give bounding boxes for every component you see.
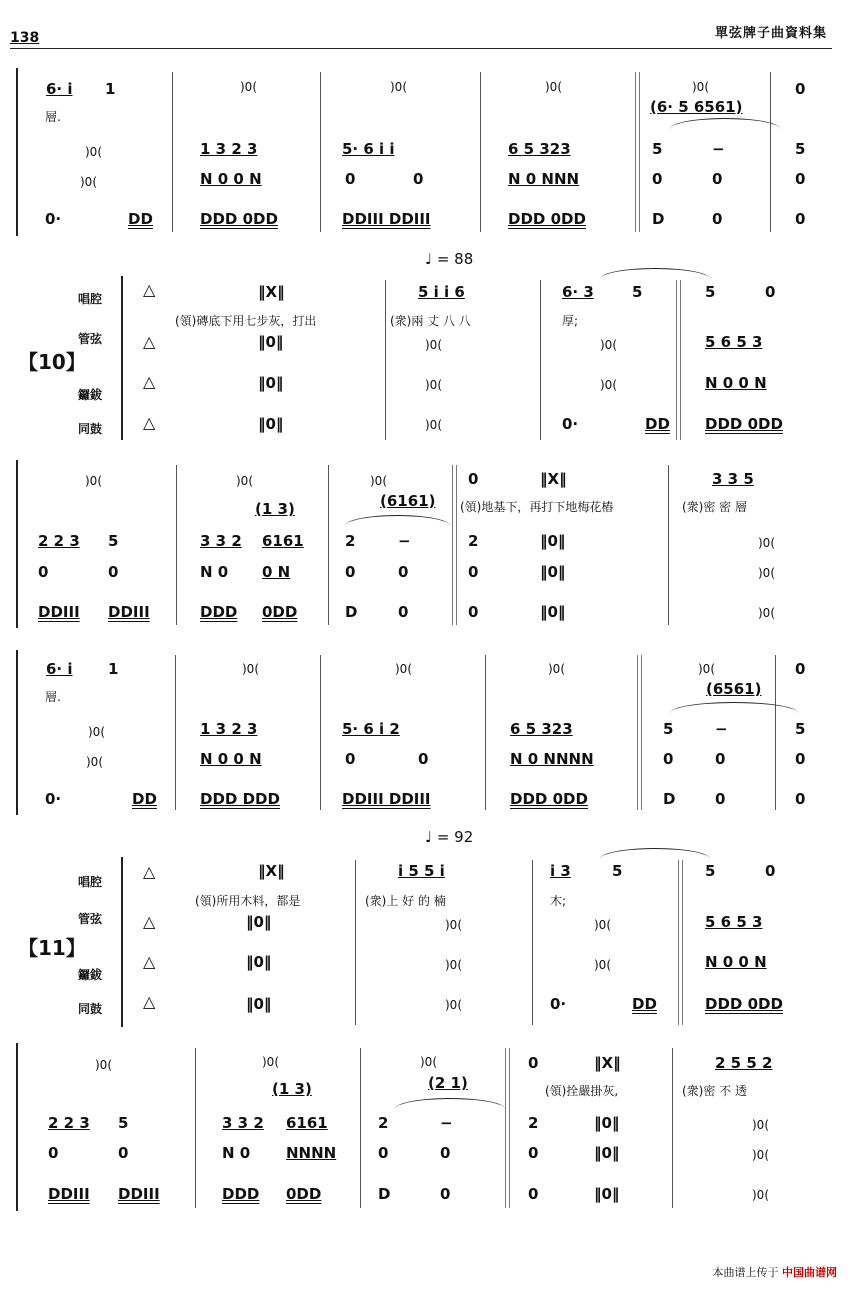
barline (355, 860, 356, 1025)
double-barline (676, 280, 681, 440)
rest-mark: )0( (752, 1148, 769, 1162)
double-barline (505, 1048, 510, 1208)
note: 0 (795, 170, 806, 188)
note: DDD 0DD (705, 995, 783, 1013)
note: 0 (378, 1144, 389, 1162)
system-bracket (16, 68, 18, 236)
note: 0 (108, 563, 119, 581)
barline (328, 465, 329, 625)
barline (480, 72, 481, 232)
lyric: (衆)兩 丈 八 八 (390, 314, 471, 328)
double-barline (635, 72, 640, 232)
note: D (378, 1185, 391, 1203)
rest-mark: )0( (85, 474, 102, 488)
rest-mark: )0( (445, 918, 462, 932)
note: 0 (528, 1054, 539, 1072)
rest-mark: )0( (758, 606, 775, 620)
note: (1 3) (272, 1080, 312, 1098)
note: DDD 0DD (200, 210, 278, 228)
barline (176, 465, 177, 625)
note: 0 (528, 1144, 539, 1162)
note: ‖0‖ (258, 374, 284, 392)
rest-mark: )0( (752, 1188, 769, 1202)
rest-mark: )0( (95, 1058, 112, 1072)
note: (1 3) (255, 500, 295, 518)
note: 2 (528, 1114, 539, 1132)
note: 2 (468, 532, 479, 550)
note: ‖0‖ (594, 1185, 620, 1203)
note: 6161 (262, 532, 304, 550)
note: 6 5 323 (508, 140, 571, 158)
triangle-mark: △ (143, 952, 156, 971)
note: D (345, 603, 358, 621)
lyric: (衆)密 不 透 (682, 1084, 747, 1098)
note: 0 (468, 563, 479, 581)
note: DDD DDD (200, 790, 280, 808)
part-label: 唱腔 (78, 292, 103, 306)
part-label: 同鼓 (78, 1002, 103, 1016)
note: 5 (705, 283, 716, 301)
note: 5 (795, 720, 806, 738)
barline (532, 860, 533, 1025)
rest-mark: )0( (594, 918, 611, 932)
note: 1 (108, 660, 119, 678)
note: ‖0‖ (594, 1144, 620, 1162)
note: 5 (795, 140, 806, 158)
note: 0 (398, 603, 409, 621)
double-barline (678, 860, 683, 1025)
rest-mark: )0( (594, 958, 611, 972)
note: 5 (663, 720, 674, 738)
note: DDIII DDIII (342, 210, 431, 228)
system-bracket (16, 1043, 18, 1211)
triangle-mark: △ (143, 372, 156, 391)
header-rule (10, 48, 832, 49)
note: − (398, 532, 411, 550)
note: ‖X‖ (594, 1054, 621, 1072)
note: 2 2 3 (48, 1114, 90, 1132)
note: N 0 (222, 1144, 251, 1162)
note: ‖0‖ (246, 953, 272, 971)
part-label: 管弦 (78, 332, 103, 346)
note: − (715, 720, 728, 738)
rest-mark: )0( (445, 998, 462, 1012)
note: 0 (795, 790, 806, 808)
note: (2 1) (428, 1074, 468, 1092)
note: 0 (440, 1144, 451, 1162)
triangle-mark: △ (143, 992, 156, 1011)
slur (600, 268, 710, 279)
lyric: 層. (45, 690, 61, 704)
rest-mark: )0( (80, 175, 97, 189)
triangle-mark: △ (143, 413, 156, 432)
note: DDIII (108, 603, 150, 621)
note: 0 (38, 563, 49, 581)
note: 0· (45, 210, 62, 228)
note: ‖0‖ (540, 532, 566, 550)
note: 1 3 2 3 (200, 140, 258, 158)
rest-mark: )0( (445, 958, 462, 972)
tempo-mark: ♩ = 88 (425, 250, 474, 268)
slur (600, 848, 710, 859)
barline (320, 655, 321, 810)
note: 2 5 5 2 (715, 1054, 773, 1072)
slur (345, 515, 450, 526)
barline (485, 655, 486, 810)
note: N 0 NNNN (510, 750, 594, 768)
note: 0 (440, 1185, 451, 1203)
lyric: (領)拴嚴掛灰, (545, 1084, 619, 1098)
note: DDIII DDIII (342, 790, 431, 808)
note: 0· (550, 995, 567, 1013)
note: 5 6 5 3 (705, 913, 763, 931)
note: 5 6 5 3 (705, 333, 763, 351)
rest-mark: )0( (242, 662, 259, 676)
rest-mark: )0( (420, 1055, 437, 1069)
note: 0 (48, 1144, 59, 1162)
lyric: (衆)密 密 層 (682, 500, 747, 514)
note: DD (128, 210, 153, 228)
note: 0 (795, 80, 806, 98)
note: 0 (652, 170, 663, 188)
note: 0 (795, 210, 806, 228)
tempo-mark: ♩ = 92 (425, 828, 474, 846)
part-bracket (121, 276, 123, 440)
note: DD (645, 415, 670, 433)
double-barline (452, 465, 457, 625)
note: DDD 0DD (508, 210, 586, 228)
rest-mark: )0( (88, 725, 105, 739)
note: D (652, 210, 665, 228)
barline (668, 465, 669, 625)
note: 0 (715, 790, 726, 808)
page-number: 138 (10, 30, 40, 46)
barline (360, 1048, 361, 1208)
note: ‖0‖ (258, 415, 284, 433)
lyric: 厚; (562, 314, 579, 328)
rest-mark: )0( (545, 80, 562, 94)
part-label: 唱腔 (78, 875, 103, 889)
note: 2 2 3 (38, 532, 80, 550)
note: 0· (45, 790, 62, 808)
triangle-mark: △ (143, 332, 156, 351)
rest-mark: )0( (692, 80, 709, 94)
note: D (663, 790, 676, 808)
note: NNNN (286, 1144, 337, 1162)
system-bracket (16, 460, 18, 628)
footer-site-logo: 中国曲谱网 (782, 1266, 837, 1279)
note: 0 N (262, 563, 291, 581)
note: 0 (715, 750, 726, 768)
note: DDD (222, 1185, 260, 1203)
note: 5 (612, 862, 623, 880)
rest-mark: )0( (758, 536, 775, 550)
note: 5 (705, 862, 716, 880)
slur (395, 1098, 505, 1109)
note: DDD (200, 603, 238, 621)
barline (770, 72, 771, 232)
rest-mark: )0( (236, 474, 253, 488)
barline (775, 655, 776, 810)
note: 6· i (46, 80, 73, 98)
barline (385, 280, 386, 440)
note: 3 3 2 (200, 532, 242, 550)
note: 0 (712, 170, 723, 188)
slur (670, 702, 798, 713)
note: 6· 3 (562, 283, 594, 301)
rest-mark: )0( (240, 80, 257, 94)
note: 5 (632, 283, 643, 301)
note: 5 i i 6 (418, 283, 465, 301)
note: 3 3 5 (712, 470, 754, 488)
rest-mark: )0( (758, 566, 775, 580)
note: 0 (528, 1185, 539, 1203)
note: 5· 6 i i (342, 140, 395, 158)
note: 6· i (46, 660, 73, 678)
system-bracket (16, 650, 18, 815)
note: 0DD (262, 603, 298, 621)
note: 3 3 2 (222, 1114, 264, 1132)
note: 0 (765, 862, 776, 880)
note: 1 (105, 80, 116, 98)
section-number: 【10】 (18, 350, 86, 374)
rest-mark: )0( (390, 80, 407, 94)
note: 0 (345, 563, 356, 581)
lyric: (領)地基下，再打下地梅花樁 (460, 500, 614, 514)
lyric: 木; (550, 894, 567, 908)
part-bracket (121, 857, 123, 1027)
note: 0 (468, 470, 479, 488)
double-barline (637, 655, 642, 810)
note: 2 (378, 1114, 389, 1132)
triangle-mark: △ (143, 862, 156, 881)
rest-mark: )0( (752, 1118, 769, 1132)
note: 6161 (286, 1114, 328, 1132)
note: 0 (663, 750, 674, 768)
note: DDIII (118, 1185, 160, 1203)
note: 0 (345, 170, 356, 188)
note: 0 (345, 750, 356, 768)
rest-mark: )0( (425, 378, 442, 392)
note: N 0 0 N (705, 374, 767, 392)
note: ‖X‖ (258, 862, 285, 880)
rest-mark: )0( (86, 755, 103, 769)
note: i 3 (550, 862, 571, 880)
note: i 5 5 i (398, 862, 445, 880)
part-label: 管弦 (78, 912, 103, 926)
note: ‖X‖ (540, 470, 567, 488)
note: DD (632, 995, 657, 1013)
note: N 0 0 N (200, 750, 262, 768)
note: ‖0‖ (258, 333, 284, 351)
note: DD (132, 790, 157, 808)
note: 5· 6 i 2 (342, 720, 400, 738)
note: ‖0‖ (246, 913, 272, 931)
barline (172, 72, 173, 232)
barline (540, 280, 541, 440)
footer-prefix: 本曲谱上传于 (712, 1266, 779, 1279)
note: (6· 5 6561) (650, 98, 743, 116)
part-label: 鑼鈸 (78, 968, 103, 982)
note: ‖0‖ (540, 563, 566, 581)
note: N 0 NNN (508, 170, 580, 188)
lyric: 層. (45, 110, 61, 124)
barline (195, 1048, 196, 1208)
section-number: 【11】 (18, 936, 86, 960)
note: 0 (413, 170, 424, 188)
note: 0 (418, 750, 429, 768)
rest-mark: )0( (262, 1055, 279, 1069)
note: 5 (108, 532, 119, 550)
note: N 0 0 N (705, 953, 767, 971)
rest-mark: )0( (600, 378, 617, 392)
note: 0DD (286, 1185, 322, 1203)
note: 0 (398, 563, 409, 581)
rest-mark: )0( (698, 662, 715, 676)
note: 1 3 2 3 (200, 720, 258, 738)
note: N 0 (200, 563, 229, 581)
note: 0 (468, 603, 479, 621)
note: − (712, 140, 725, 158)
note: (6161) (380, 492, 436, 510)
rest-mark: )0( (600, 338, 617, 352)
rest-mark: )0( (395, 662, 412, 676)
note: 0 (795, 750, 806, 768)
barline (175, 655, 176, 810)
part-label: 鑼鈸 (78, 388, 103, 402)
rest-mark: )0( (425, 338, 442, 352)
slur (670, 118, 780, 129)
note: 5 (118, 1114, 129, 1132)
note: (6561) (706, 680, 762, 698)
rest-mark: )0( (425, 418, 442, 432)
note: ‖0‖ (594, 1114, 620, 1132)
note: 6 5 323 (510, 720, 573, 738)
note: ‖0‖ (246, 995, 272, 1013)
note: DDD 0DD (510, 790, 588, 808)
note: ‖0‖ (540, 603, 566, 621)
note: 0· (562, 415, 579, 433)
triangle-mark: △ (143, 280, 156, 299)
note: 5 (652, 140, 663, 158)
lyric: (領)所用木料，都是 (195, 894, 301, 908)
barline (320, 72, 321, 232)
lyric: (領)磚底下用七步灰，打出 (175, 314, 317, 328)
note: DDIII (48, 1185, 90, 1203)
note: 0 (118, 1144, 129, 1162)
rest-mark: )0( (85, 145, 102, 159)
book-title: 單弦牌子曲資料集 (714, 26, 827, 41)
part-label: 同鼓 (78, 422, 103, 436)
note: DDD 0DD (705, 415, 783, 433)
footer-credit (713, 1264, 838, 1280)
rest-mark: )0( (548, 662, 565, 676)
note: DDIII (38, 603, 80, 621)
note: 2 (345, 532, 356, 550)
barline (672, 1048, 673, 1208)
rest-mark: )0( (370, 474, 387, 488)
note: 0 (765, 283, 776, 301)
note: − (440, 1114, 453, 1132)
note: 0 (795, 660, 806, 678)
triangle-mark: △ (143, 912, 156, 931)
lyric: (衆)上 好 的 楠 (365, 894, 446, 908)
note: 0 (712, 210, 723, 228)
note: ‖X‖ (258, 283, 285, 301)
note: N 0 0 N (200, 170, 262, 188)
